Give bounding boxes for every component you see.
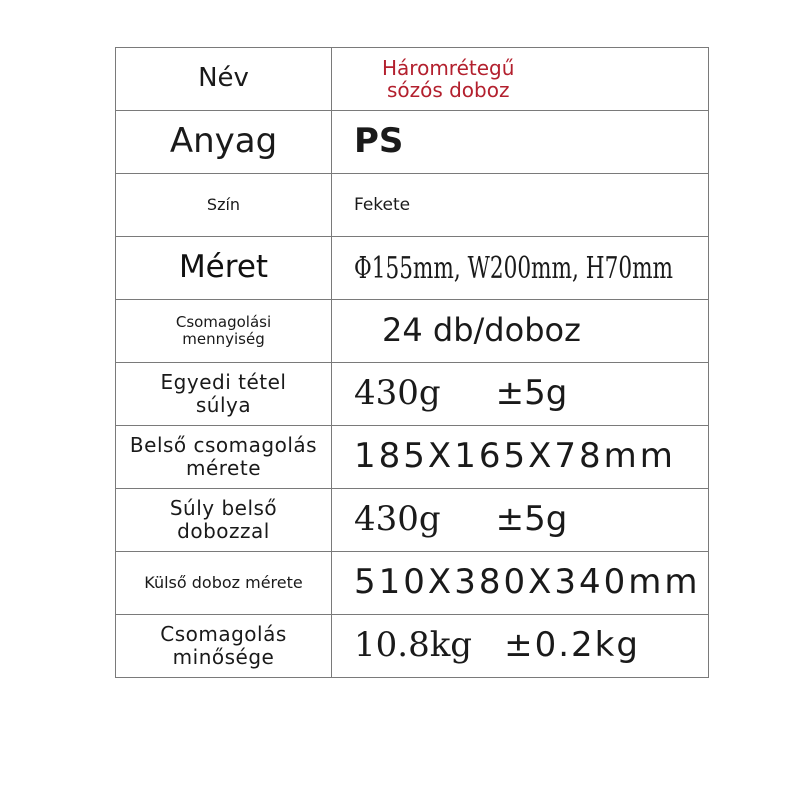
- inner-box-weight-label: [170, 497, 277, 543]
- row-name: [116, 48, 709, 111]
- name-label: Név: [198, 63, 249, 94]
- row-size: [116, 237, 709, 300]
- inner-pack-size-label: [130, 434, 317, 480]
- row-inner-box-weight: [116, 489, 709, 552]
- cell-unit-weight-label: [116, 363, 332, 426]
- unit-weight-label: [161, 371, 287, 417]
- row-unit-weight: [116, 363, 709, 426]
- cell-outer-box-size-value: [332, 552, 709, 615]
- cell-size-label: [116, 237, 332, 300]
- inner-box-weight-tolerance: ±5g: [495, 499, 568, 540]
- cell-inner-pack-size-value: [332, 426, 709, 489]
- unit-weight-tolerance: ±5g: [495, 373, 568, 414]
- cell-packing-qty-value: [332, 300, 709, 363]
- cell-packing-qty-label: [116, 300, 332, 363]
- row-inner-pack-size: [116, 426, 709, 489]
- cell-color-value: [332, 174, 709, 237]
- name-value-line2: sózós doboz: [386, 78, 510, 102]
- material-label: Anyag: [169, 121, 278, 162]
- cell-inner-pack-size-label: [116, 426, 332, 489]
- unit-weight-label-line1: Egyedi tétel: [160, 370, 287, 394]
- size-label: Méret: [178, 249, 269, 286]
- outer-box-size-value: 510X380X340mm: [354, 562, 701, 603]
- cell-pack-quality-value: [332, 615, 709, 678]
- color-value: Fekete: [354, 195, 411, 216]
- cell-name-label: [116, 48, 332, 111]
- outer-box-size-label: Külső doboz mérete: [144, 573, 303, 593]
- row-color: [116, 174, 709, 237]
- cell-name-value: [332, 48, 709, 111]
- packing-qty-label-line2: mennyiség: [182, 330, 265, 348]
- cell-inner-box-weight-label: [116, 489, 332, 552]
- row-outer-box-size: [116, 552, 709, 615]
- packing-qty-value: 24 db/doboz: [382, 311, 581, 350]
- name-value: [382, 57, 514, 101]
- pack-quality-label-line1: Csomagolás: [160, 622, 287, 646]
- material-value: PS: [354, 121, 404, 162]
- spec-table: [115, 47, 709, 678]
- row-pack-quality: [116, 615, 709, 678]
- inner-box-weight-value: 430g: [354, 499, 441, 540]
- inner-pack-size-value: 185X165X78mm: [354, 436, 676, 477]
- cell-inner-box-weight-value: [332, 489, 709, 552]
- row-material: [116, 111, 709, 174]
- inner-pack-size-label-line2: mérete: [185, 456, 262, 480]
- cell-size-value: [332, 237, 709, 300]
- pack-quality-label-line2: minősége: [172, 645, 275, 669]
- row-packing-qty: [116, 300, 709, 363]
- pack-quality-label: [160, 623, 287, 669]
- cell-pack-quality-label: [116, 615, 332, 678]
- inner-box-weight-label-line2: dobozzal: [177, 519, 270, 543]
- cell-material-label: [116, 111, 332, 174]
- color-label: Szín: [206, 195, 241, 215]
- cell-outer-box-size-label: [116, 552, 332, 615]
- size-value: Φ155mm, W200mm, H70mm: [354, 250, 674, 286]
- pack-quality-tolerance: ±0.2kg: [504, 625, 640, 666]
- inner-box-weight-label-line1: Súly belső: [169, 496, 278, 520]
- name-value-line1: Háromrétegű: [382, 56, 515, 80]
- inner-pack-size-label-line1: Belső csomagolás: [129, 433, 318, 457]
- cell-color-label: [116, 174, 332, 237]
- unit-weight-value: 430g: [354, 373, 441, 414]
- pack-quality-value: 10.8kg: [354, 625, 473, 666]
- unit-weight-label-line2: súlya: [195, 393, 252, 417]
- cell-unit-weight-value: [332, 363, 709, 426]
- cell-material-value: [332, 111, 709, 174]
- packing-qty-label-line1: Csomagolási: [175, 312, 272, 331]
- packing-qty-label: [176, 314, 271, 349]
